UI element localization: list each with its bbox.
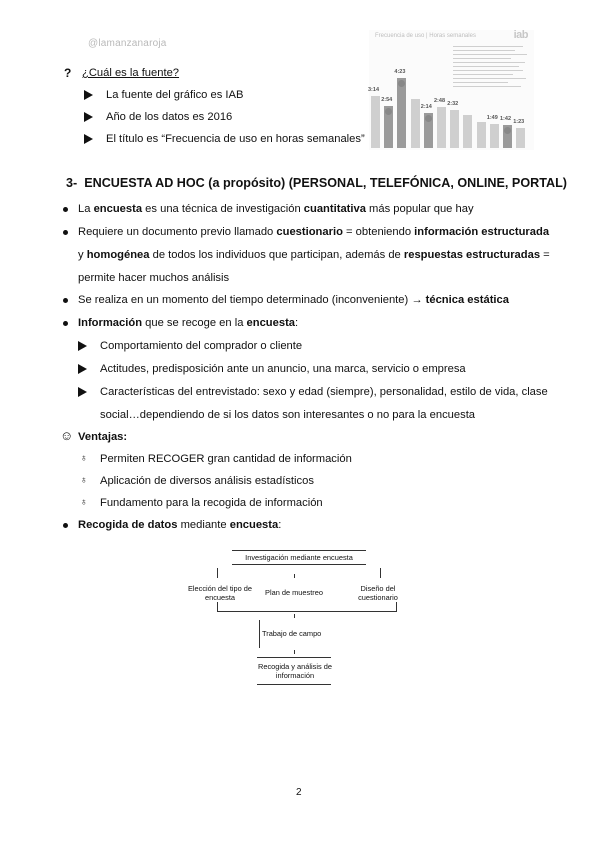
iab-logo: iab [513,29,528,41]
bullet-text: y homogénea de todos los individuos que participan, además de respuestas estructuradas = [78,249,550,261]
diagram-node-left: Elección del tipo de encuesta [187,584,253,602]
diagram-node-field: Trabajo de campo [262,629,322,638]
arrowhead-icon [78,364,87,374]
thumbnail-bar-label: 1:49 [486,114,498,121]
ventajas-item: Fundamento para la recogida de información [100,497,323,509]
diagram-node-top: Investigación mediante encuesta [245,553,353,562]
bullet-text: Información que se recoge en la encuesta: [78,317,299,329]
diagram-line [257,684,331,685]
bullet-text: Se realiza en un momento del tiempo determinado (inconveniente) → técnica estática [78,294,509,306]
section-heading [66,176,567,190]
thumbnail-bar [411,99,420,148]
thumbnail-bar [368,87,380,148]
question-mark-icon: ? [64,66,72,80]
thumbnail-bar [420,103,433,148]
bullet-dot-icon [63,298,68,303]
thumbnail-bar [477,122,486,148]
thumbnail-bar [486,114,499,149]
thumbnail-title: Frecuencia de uso | Horas semanales [375,33,476,39]
frequency-chart-thumbnail [369,30,534,150]
question-item: El título es “Frecuencia de uso en horas semanales” [106,133,365,145]
diagram-line [217,602,218,611]
page-number: 2 [296,787,302,798]
diagram-line [217,611,397,612]
thumbnail-bar [463,115,472,148]
question-item: La fuente del gráfico es IAB [106,89,244,101]
diagram-line [380,568,381,578]
diagram-line [294,650,295,654]
bullet-text: permite hacer muchos análisis [78,272,230,284]
section-number: 3- [66,176,78,190]
thumbnail-bar [500,115,512,148]
thumbnail-bar-label: 4:23 [394,69,406,76]
bullet-dot-icon [63,230,68,235]
thumbnail-bars [368,69,531,148]
info-item: Características del entrevistado: sexo y edad (siempre), personalidad, estilo de vida, clase [100,386,548,398]
app-icon [398,80,405,87]
ventajas-item: Aplicación de diversos análisis estadísticos [100,475,314,487]
thumbnail-bar-label: 1:23 [513,118,525,125]
right-arrow-icon: → [411,294,423,306]
info-item: Comportamiento del comprador o cliente [100,340,303,352]
thumbnail-bar [434,98,446,148]
bullet-dot-icon [63,207,68,212]
app-icon [504,127,511,134]
diagram-line [294,614,295,618]
diagram-line [217,568,218,578]
diagram-node-center: Plan de muestreo [265,588,323,597]
diagram-line [257,657,331,658]
question-item: Año de los datos es 2016 [106,111,233,123]
thumbnail-bar [447,100,459,148]
watermark: @lamanzanaroja [88,38,167,49]
diagram-node-right: Diseño del cuestionario [358,584,398,602]
thumbnail-bar-label: 2:32 [447,100,459,107]
app-icon [385,108,392,115]
diagram-line [396,602,397,611]
bullet-dot-icon [63,523,68,528]
arrowhead-icon [84,112,93,122]
thumbnail-bar [394,69,406,148]
arrowhead-icon [84,90,93,100]
thumbnail-bar [381,97,393,148]
smiley-icon: ☺ [60,428,74,443]
diagram-line [232,550,366,551]
arrowhead-icon [84,134,93,144]
question-text: ¿Cuál es la fuente? [82,67,180,79]
bullet-text: Requiere un documento previo llamado cuestionario = obteniendo información estructurada [78,226,550,238]
bullet-text: La encuesta es una técnica de investigación cuantitativa más popular que hay [78,203,474,215]
small-bullet-icon: ♁ [80,453,88,464]
diagram-line [294,574,295,578]
thumbnail-bar [513,118,525,148]
thumbnail-bar-label: 1:42 [500,115,512,122]
app-icon [425,115,432,122]
small-bullet-icon: ♁ [80,475,88,486]
arrowhead-icon [78,341,87,351]
ventajas-title: Ventajas: [78,431,128,443]
diagram-node-final: Recogida y análisis de información [258,662,332,680]
info-item: social…dependiendo de si los datos son interesantes o no para la encuesta [100,409,476,421]
diagram-line [259,620,260,648]
thumbnail-bar-label: 3:14 [368,87,380,94]
ventajas-item: Permiten RECOGER gran cantidad de información [100,453,352,465]
diagram-line [232,564,366,565]
small-bullet-icon: ♁ [80,497,88,508]
thumbnail-bar-label: 2:14 [420,103,432,110]
info-item: Actitudes, predisposición ante un anuncio, una marca, servicio o empresa [100,363,466,375]
arrowhead-icon [78,387,87,397]
section-title: ENCUESTA AD HOC (a propósito) (PERSONAL, TELEFÓNICA, ONLINE, PORTAL) [84,176,567,190]
bullet-dot-icon [63,321,68,326]
thumbnail-bar-label: 2:48 [434,98,446,105]
thumbnail-bar-label: 2:54 [381,97,393,104]
bullet-text: Recogida de datos mediante encuesta: [78,519,282,531]
